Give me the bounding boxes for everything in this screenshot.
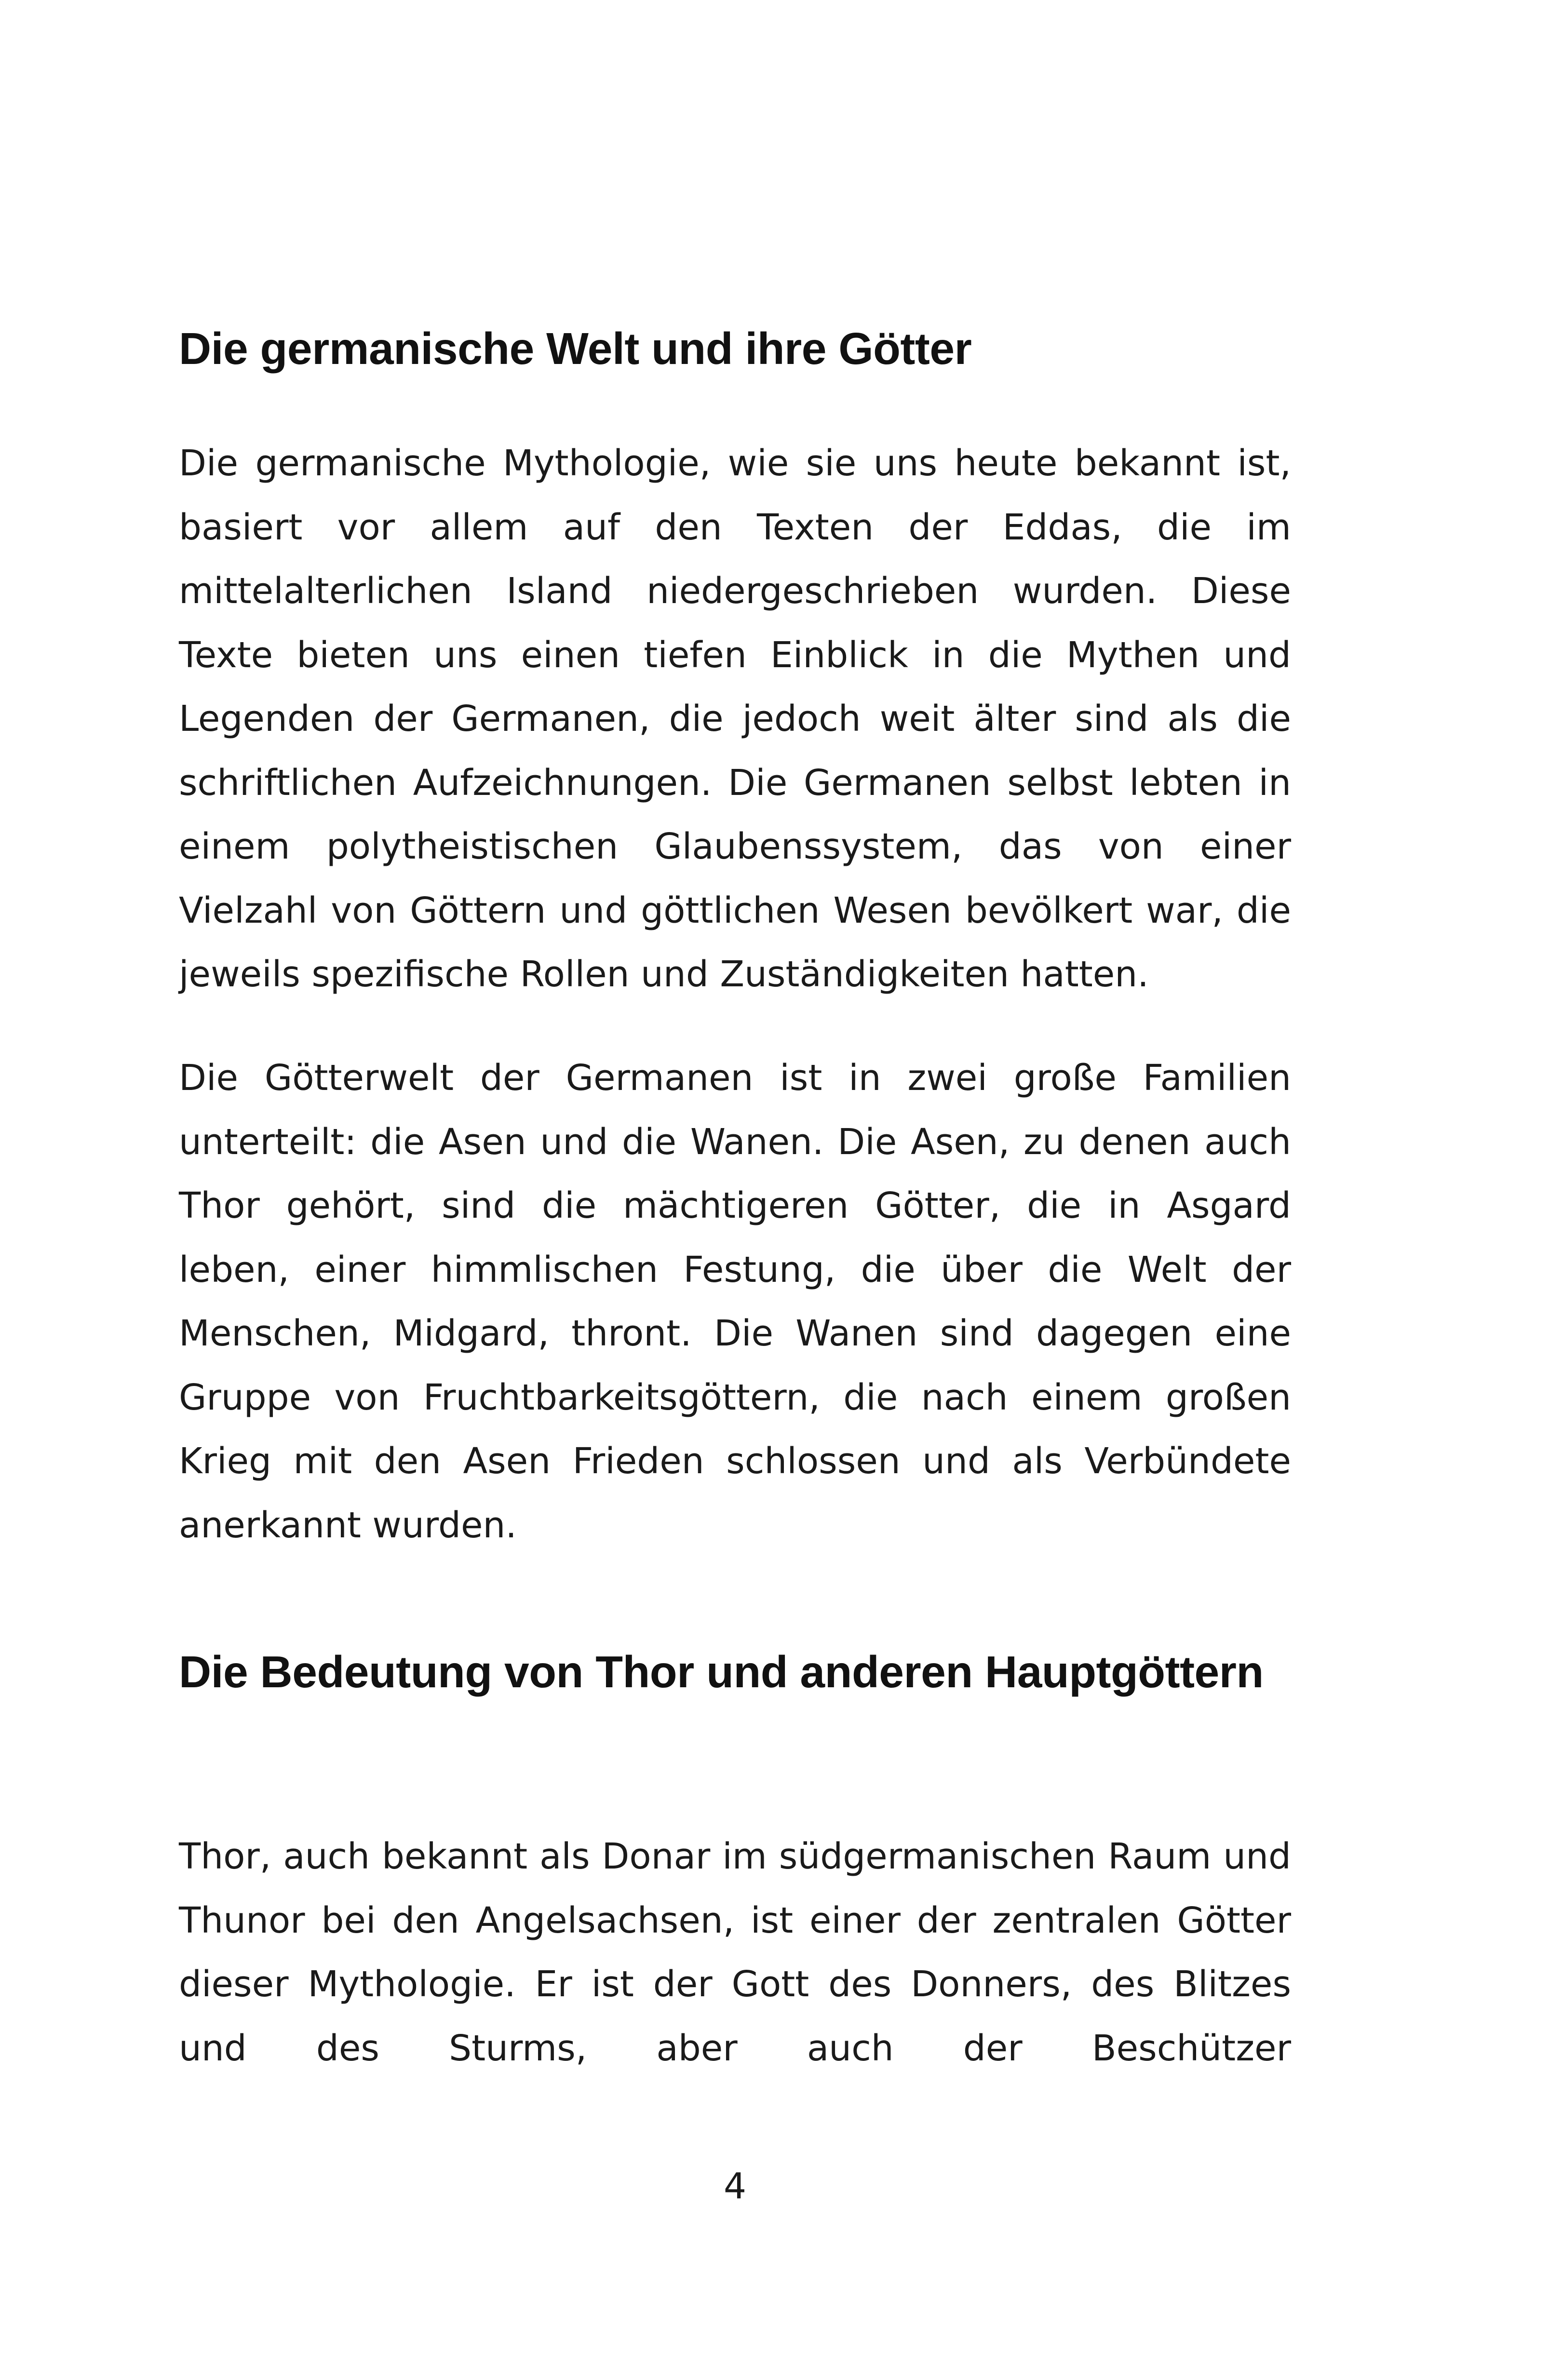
section-heading: Die germanische Welt und ihre Götter	[179, 323, 972, 374]
page-number: 4	[723, 2165, 747, 2207]
section-heading: Die Bedeutung von Thor und anderen Hauptgöttern	[179, 1647, 1264, 1697]
body-paragraph: Die Götterwelt der Germanen ist in zwei große Familien unterteilt: die Asen und die Wanen. Die Asen, zu denen auch Thor gehört, sind die mächtigeren Götter, die in Asgard leben, einer himmlischen Festung, die über die Welt der Menschen, Midgard, thront. Die Wanen sind dagegen eine Gruppe von Fruchtbarkeitsgöttern, die nach einem großen Krieg mit den Asen Frieden schlossen und als Verbündete anerkannt wurden.	[179, 1057, 1291, 1546]
body-paragraph: Thor, auch bekannt als Donar im südgermanischen Raum und Thunor bei den Angelsachsen, ist einer der zentralen Götter dieser Mythologie. Er ist der Gott des Donners, des Blitzes und des Sturms, aber auch der Beschützer	[179, 1836, 1291, 2069]
book-page	[179, 0, 1291, 2380]
body-paragraph: Die germanische Mythologie, wie sie uns heute bekannt ist, basiert vor allem auf den Texten der Eddas, die im mittelalterlichen Island niedergeschrieben wurden. Diese Texte bieten uns einen tiefen Einblick in die Mythen und Legenden der Germanen, die jedoch weit älter sind als die schriftlichen Aufzeichnungen. Die Germanen selbst lebten in einem polytheistischen Glaubenssystem, das von einer Vielzahl von Göttern und göttlichen Wesen bevölkert war, die jeweils spezifische Rollen und Zuständigkeiten hatten.	[179, 443, 1291, 995]
